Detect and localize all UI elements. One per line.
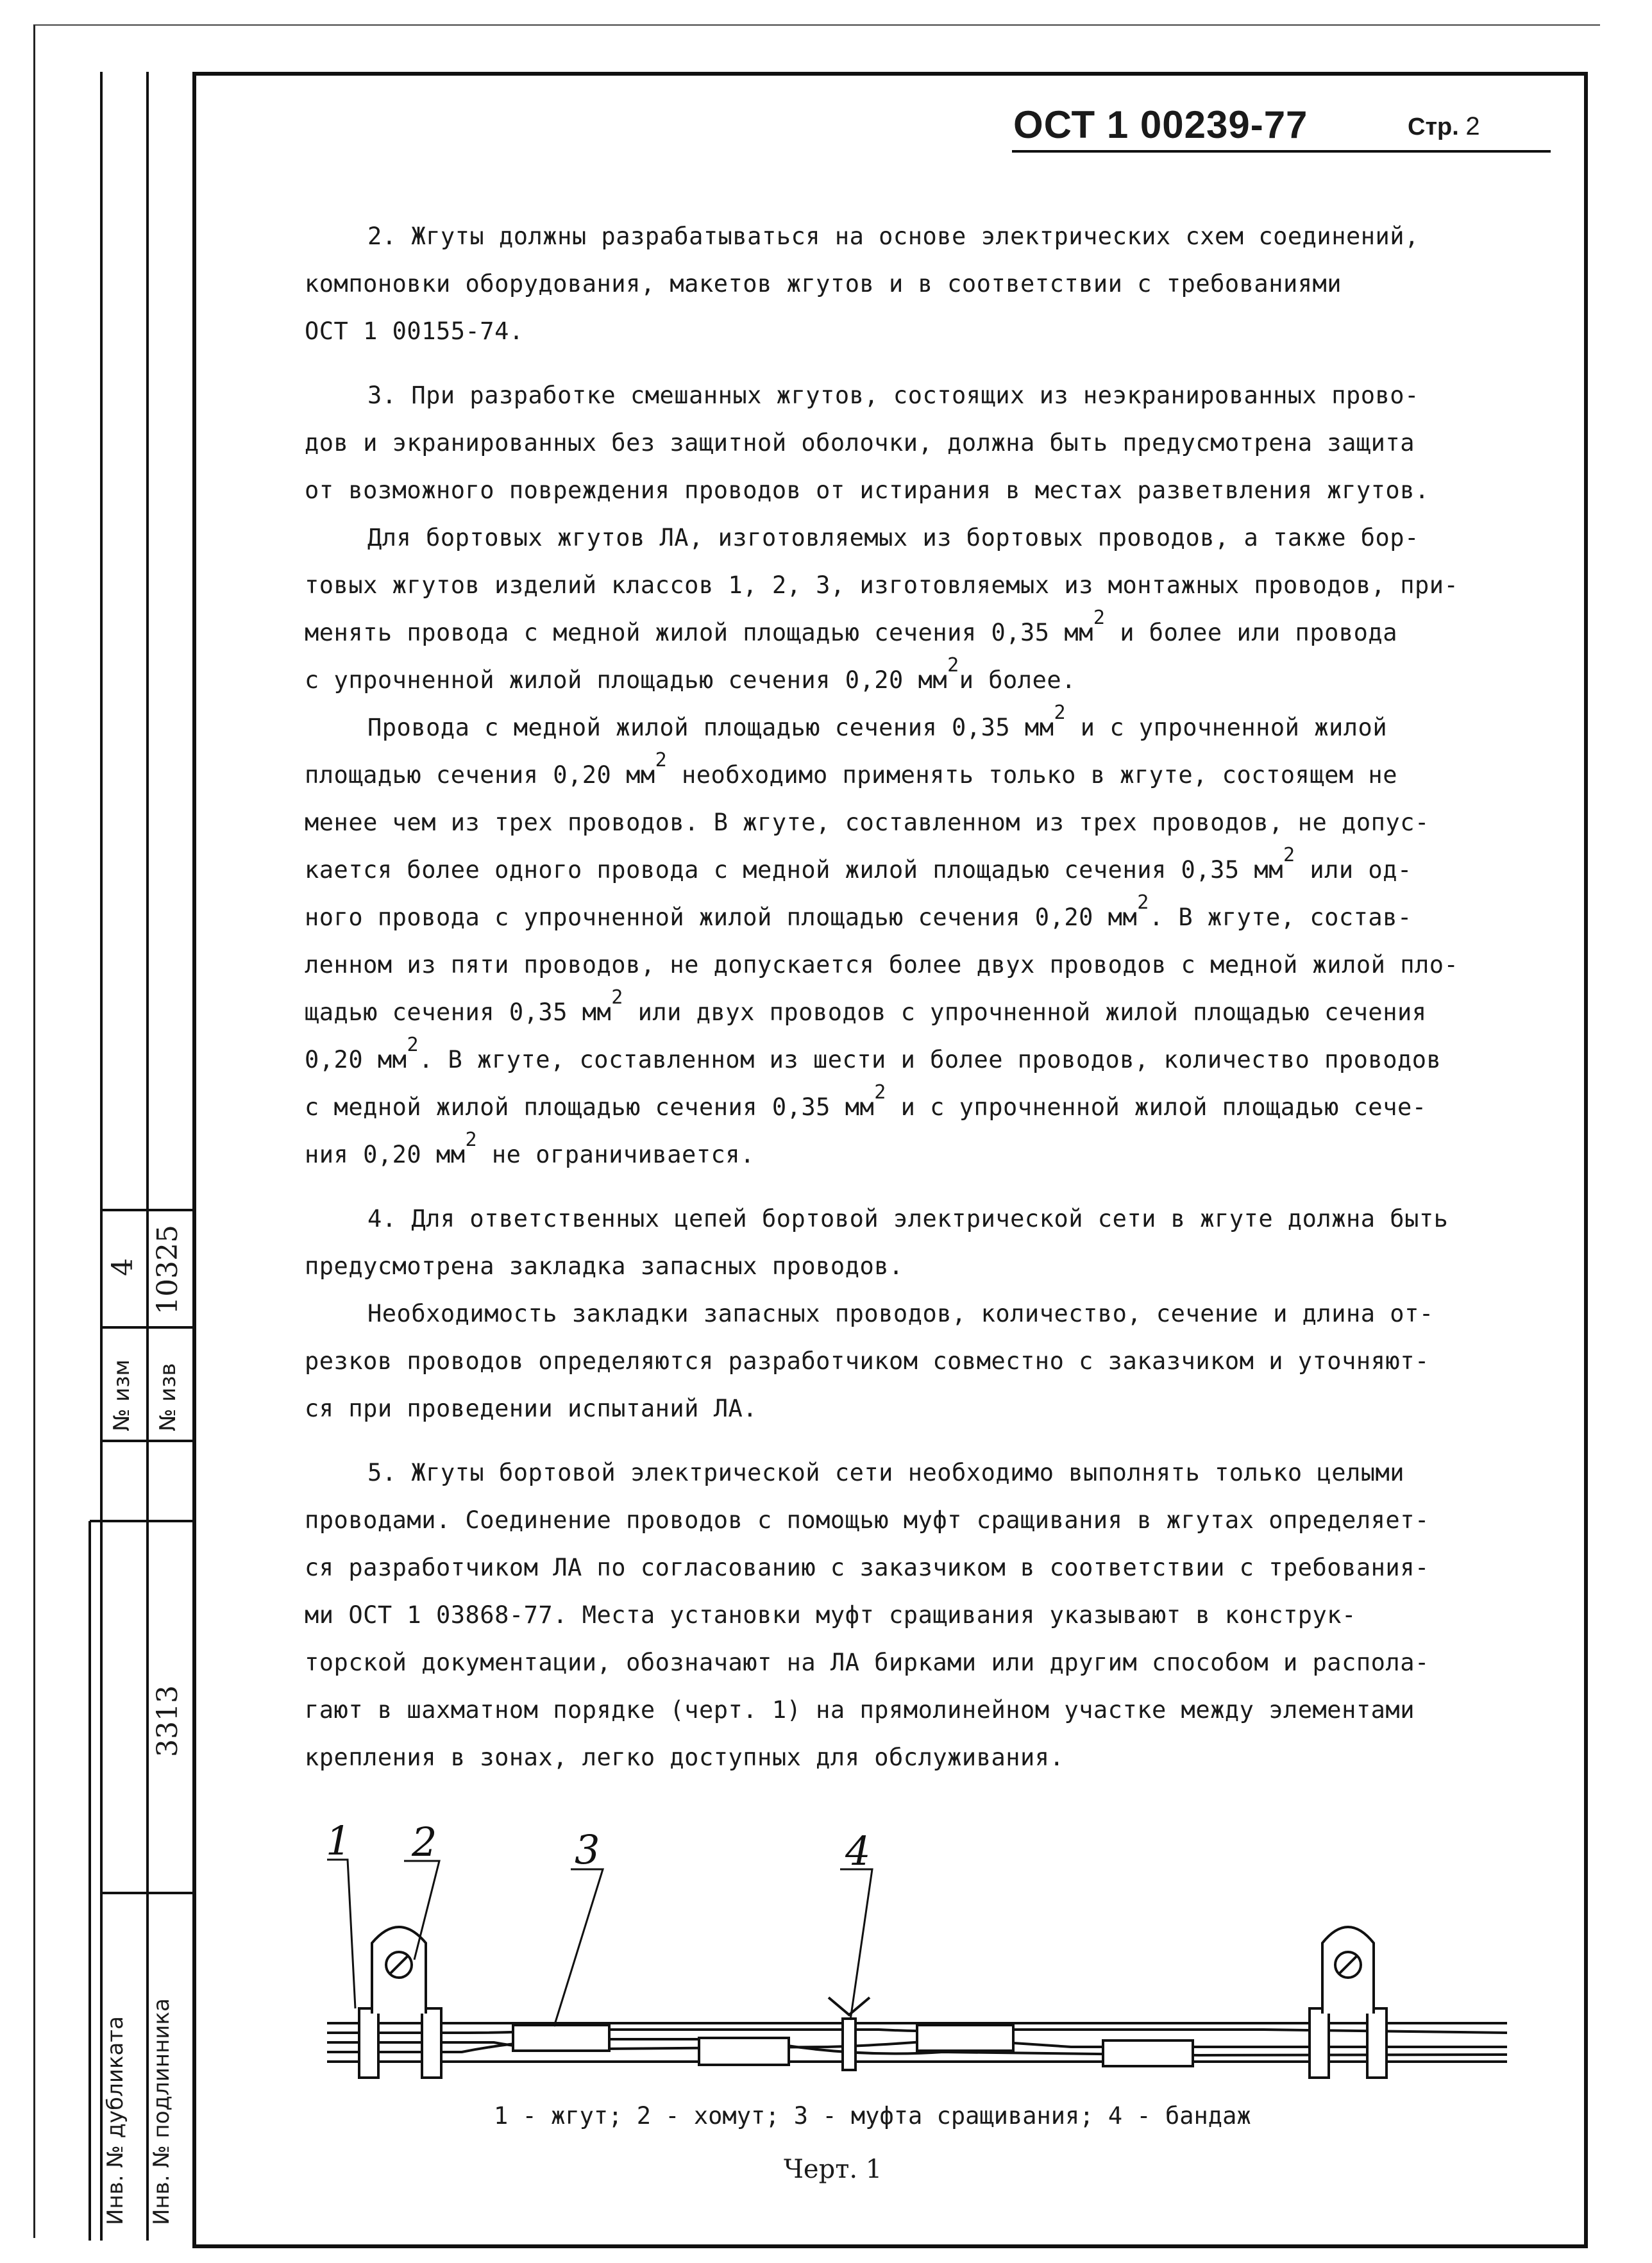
- clamp-left-band-2: [422, 2008, 441, 2078]
- figure-caption: 1 - жгут; 2 - хомут; 3 - муфта сращивания; 4 - бандаж: [494, 2102, 1251, 2130]
- superscript: 2: [947, 654, 959, 677]
- text-run: необходимо применять только в жгуте, состоящем не: [667, 761, 1397, 789]
- document-code: ОСТ 1 00239-77: [1013, 103, 1308, 146]
- callout-1: 1: [326, 1817, 351, 1864]
- p3c-line-6: ленном из пяти проводов, не допускается более двух проводов с медной жилой пло-: [305, 951, 1459, 979]
- text-run: и более.: [959, 666, 1076, 694]
- p3c-line-2: [305, 749, 1478, 799]
- superscript: 2: [874, 1081, 886, 1104]
- p5-line-7: крепления в зонах, легко доступных для обслуживания.: [305, 1744, 1065, 1771]
- bandage: [829, 1998, 870, 2070]
- p5-line-4: ми ОСТ 1 03868-77. Места установки муфт сращивания указывают в конструк-: [305, 1601, 1356, 1629]
- text-run: с медной жилой площадью сечения 0,35 мм: [305, 1093, 875, 1121]
- p4b-line-1: Необходимость закладки запасных проводов, количество, сечение и длина от-: [367, 1300, 1434, 1327]
- izv-value: 10325: [151, 1225, 184, 1315]
- izv-label: № изв: [155, 1363, 181, 1431]
- p2-line-3: ОСТ 1 00155-74.: [305, 317, 524, 345]
- p3-line-1: 3. При разработке смешанных жгутов, состоящих из неэкранированных прово-: [367, 382, 1419, 409]
- splice-sleeve-4: [1103, 2040, 1193, 2066]
- text-run: с упрочненной жилой площадью сечения 0,20 мм: [305, 666, 948, 694]
- figure-label: Черт. 1: [784, 2155, 882, 2184]
- clamp-left: [359, 1927, 441, 2078]
- page-number: 2: [1465, 112, 1480, 140]
- p2-line-2: компоновки оборудования, макетов жгутов и в соответствии с требованиями: [305, 270, 1342, 298]
- superscript: 2: [1093, 607, 1106, 629]
- p4-line-1: 4. Для ответственных цепей бортовой электрической сети в жгуте должна быть: [367, 1205, 1449, 1232]
- p3b-line-2: товых жгутов изделий классов 1, 2, 3, изготовляемых из монтажных проводов, при-: [305, 571, 1459, 599]
- clamp-right-band-2: [1367, 2008, 1386, 2078]
- text-run: Провода с медной жилой площадью сечения 0,35 мм: [367, 714, 1054, 741]
- superscript: 2: [407, 1034, 419, 1056]
- p3c-line-5: [305, 891, 1478, 941]
- sidebar-line-2: [146, 72, 149, 2241]
- p3c-line-10: [305, 1131, 1478, 1179]
- p5-line-5: торской документации, обозначают на ЛА бирками или другим способом и распола-: [305, 1649, 1429, 1676]
- text-run: или од-: [1295, 856, 1412, 884]
- text-run: и с упрочненной жилой площадью сече-: [886, 1093, 1427, 1121]
- text-run: 0,20 мм: [305, 1046, 407, 1073]
- p3-line-2: дов и экранированных без защитной оболочки, должна быть предусмотрена защита: [305, 429, 1415, 457]
- text-run: . В жгуте, составленном из шести и более проводов, количество проводов: [419, 1046, 1442, 1073]
- p4b-line-2: резков проводов определяются разработчиком совместно с заказчиком и уточняют-: [305, 1347, 1429, 1375]
- text-run: и более или провода: [1105, 619, 1397, 646]
- sidebar-divider-2: [100, 1326, 192, 1329]
- p4b-line-3: ся при проведении испытаний ЛА.: [305, 1395, 758, 1422]
- superscript: 2: [611, 986, 623, 1009]
- izm-label: № изм: [109, 1359, 135, 1431]
- bandage-wrap: [843, 2019, 856, 2070]
- p5-line-1: 5. Жгуты бортовой электрической сети необходимо выполнять только целыми: [367, 1459, 1405, 1486]
- sidebar-divider-3: [100, 1440, 192, 1442]
- text-run: или двух проводов с упрочненной жилой площадью сечения: [623, 998, 1427, 1026]
- callout-numbers: [326, 1817, 870, 1874]
- clamp-left-band-1: [359, 2008, 378, 2078]
- superscript: 2: [1283, 844, 1295, 866]
- p5-line-6: гают в шахматном порядке (черт. 1) на прямолинейном участке между элементами: [305, 1696, 1415, 1724]
- superscript: 2: [655, 749, 668, 771]
- superscript: 2: [465, 1129, 478, 1151]
- splice-sleeve-1: [513, 2025, 609, 2051]
- p3c-line-3: менее чем из трех проводов. В жгуте, составленном из трех проводов, не допус-: [305, 809, 1429, 836]
- p3c-line-1: [305, 704, 1478, 752]
- splice-sleeve-3: [917, 2025, 1013, 2051]
- p5-line-2: проводами. Соединение проводов с помощью муфт сращивания в жгутах определяет-: [305, 1506, 1429, 1534]
- clamp-right-band-1: [1310, 2008, 1329, 2078]
- text-run: щадью сечения 0,35 мм: [305, 998, 612, 1026]
- text-run: не ограничивается.: [477, 1141, 755, 1168]
- text-run: . В жгуте, состав-: [1149, 904, 1412, 931]
- callout-4: 4: [845, 1828, 871, 1874]
- bandage-knot: [829, 1998, 870, 2015]
- text-run: менять провода с медной жилой площадью сечения 0,35 мм: [305, 619, 1093, 646]
- sidebar-divider-1: [100, 1209, 192, 1211]
- text-run: ного провода с упрочненной жилой площадью сечения 0,20 мм: [305, 904, 1138, 931]
- sidebar-divider-5: [100, 1892, 192, 1894]
- text-run: ния 0,20 мм: [305, 1141, 466, 1168]
- sidebar-line-3: [88, 1521, 91, 2241]
- izm-value: 4: [106, 1258, 139, 1276]
- p3-line-3: от возможного повреждения проводов от истирания в местах разветвления жгутов.: [305, 476, 1429, 504]
- duplicate-inv-label: Инв. № дубликата: [103, 2016, 128, 2225]
- p3c-line-8: [305, 1036, 1478, 1084]
- p3c-line-7: [305, 986, 1478, 1036]
- superscript: 2: [1054, 702, 1066, 724]
- splice-sleeve-2: [699, 2038, 789, 2065]
- p4-line-2: предусмотрена закладка запасных проводов.: [305, 1252, 904, 1280]
- page-indicator: [1408, 112, 1480, 141]
- p3b-line-1: Для бортовых жгутов ЛА, изготовляемых из бортовых проводов, а также бор-: [367, 524, 1419, 551]
- original-inv-label: Инв. № подлинника: [149, 1998, 174, 2225]
- superscript: 2: [1137, 891, 1149, 914]
- sidebar-line-1: [100, 72, 103, 2241]
- p3b-line-3: [305, 609, 1478, 657]
- p3b-line-4: [305, 654, 1478, 704]
- callout-2: 2: [412, 1819, 437, 1865]
- p3c-line-9: [305, 1081, 1478, 1131]
- p2-line-1: 2. Жгуты должны разрабатываться на основе электрических схем соединений,: [367, 223, 1419, 250]
- sidebar-divider-4: [90, 1520, 192, 1522]
- harness-diagram: [301, 1808, 1520, 2091]
- text-run: кается более одного провода с медной жилой площадью сечения 0,35 мм: [305, 856, 1283, 884]
- text-run: и с упрочненной жилой: [1066, 714, 1388, 741]
- p5-line-3: ся разработчиком ЛА по согласованию с заказчиком в соответствии с требования-: [305, 1554, 1429, 1581]
- page-label: Стр.: [1408, 114, 1459, 140]
- text-run: площадью сечения 0,20 мм: [305, 761, 655, 789]
- p3c-line-4: [305, 846, 1478, 894]
- document-body: [305, 213, 1478, 1781]
- original-inv-value: 3313: [151, 1685, 184, 1757]
- callout-3: 3: [575, 1826, 600, 1873]
- header-underline: [1012, 150, 1551, 153]
